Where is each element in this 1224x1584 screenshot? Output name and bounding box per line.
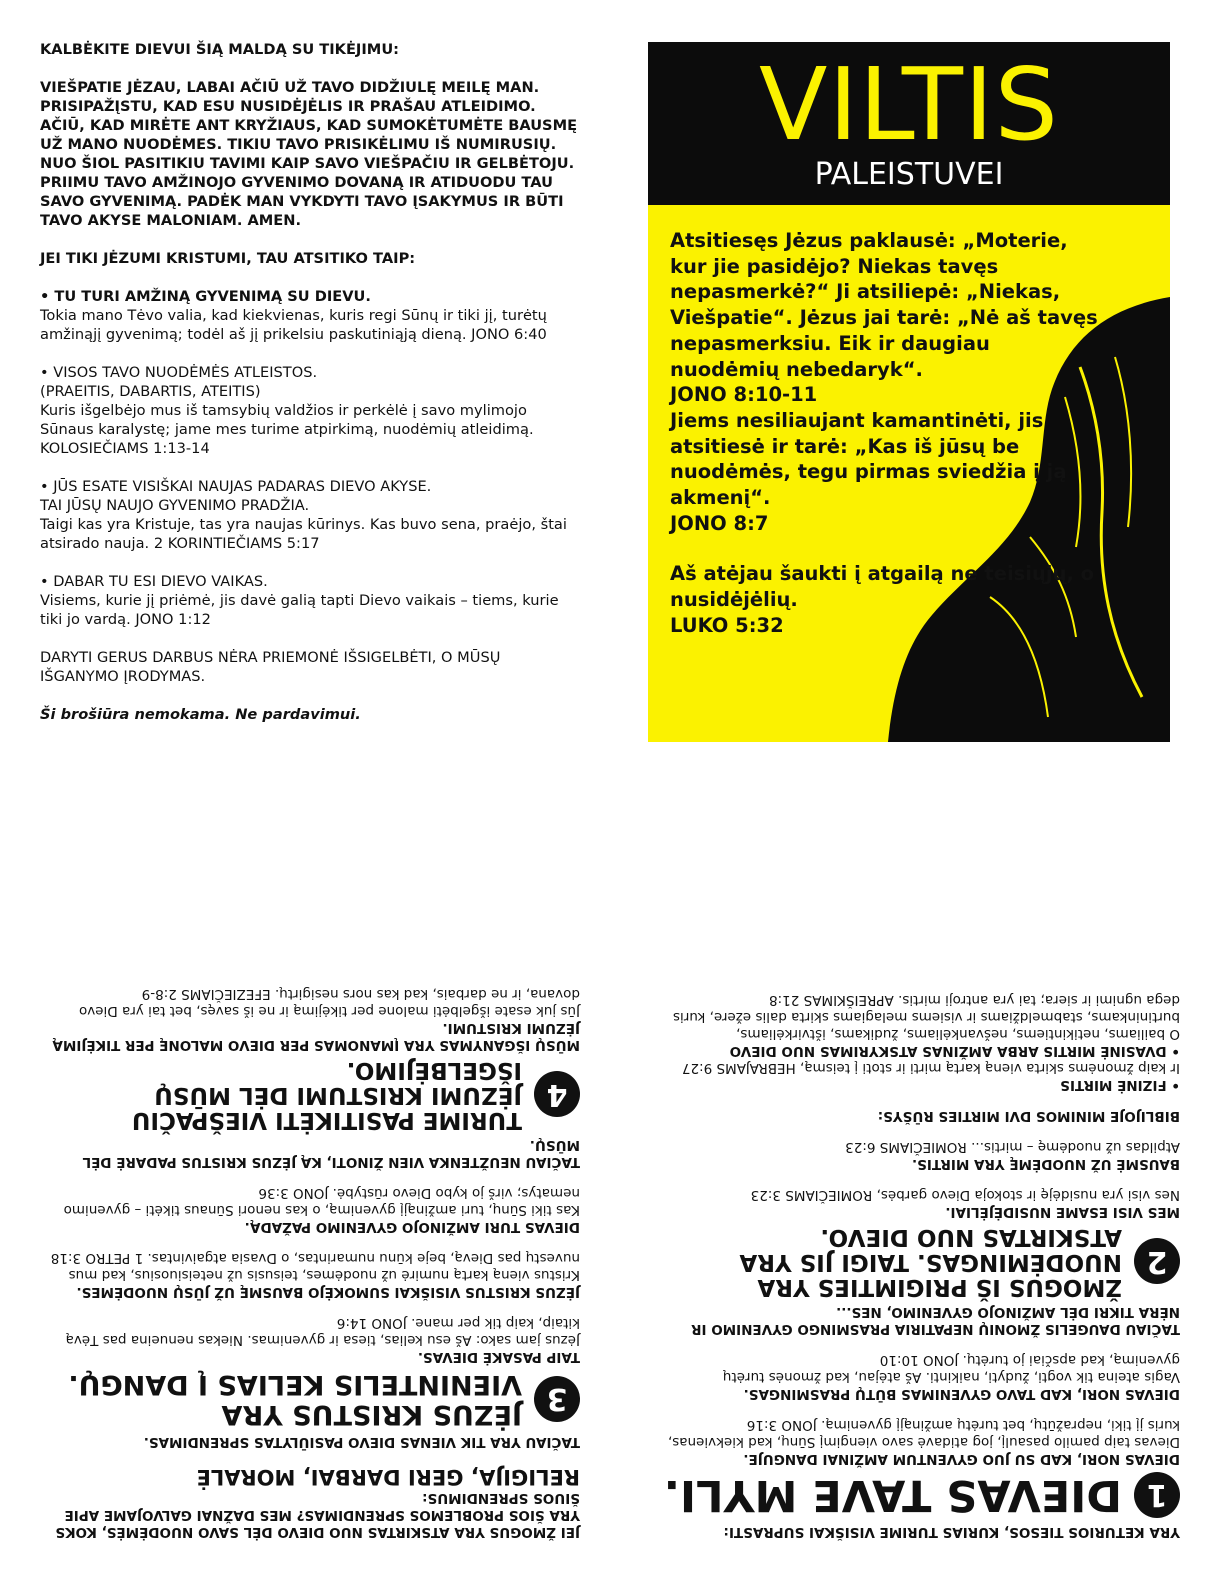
title-band [648,42,1170,205]
section-heading: TAČIAU DAUGELIS ŽMONIŲ NEPATIRIA PRASMINGO GYVENIMO IR NĖRA TIKRI DĖL AMŽINOJO GYVENIMO, NES... [691,1304,1180,1337]
section-heading: • FIZINĖ MIRTIS [1060,1077,1180,1093]
section-heading: • DVASINĖ MIRTIS ARBA AMŽINAS ATSKYRIMAS NUO DIEVO [729,1043,1180,1059]
truth-3-headline [40,1369,580,1429]
section-heading: TAIP PASAKĖ DIEVAS. [417,1349,580,1365]
cover-subtitle: PALEISTUVEI [814,157,1004,192]
truth-1-title: DIEVAS TAVE MYLI. [663,1470,1122,1520]
cover-title: VILTIS [759,46,1059,163]
section-heading: DIEVAS TURI AMŽINOJO GYVENIMO PAŽADĄ. [244,1219,580,1235]
scripture: Ir kaip žmonėms skirta vieną kartą mirti ir stoti į teismą, HEBRAJAMS 9:27 [681,1060,1180,1076]
section-heading: BAUSMĖ UŽ NUODĖMĘ YRA MIRTIS. [912,1156,1180,1172]
solutions-list: RELIGIJA, GERI DARBAI, MORALĖ [196,1465,580,1489]
truth-2-headline [650,1224,1180,1299]
scripture: Dievas taip pamilo pasaulį, jog atidavė savo viengimį Sūnų, kad kiekvienas, kuris jį tiki, nepražūtų, bet turėtų amžinąjį gyvenimą. JONO 3:16 [667,1417,1180,1450]
scripture: O bailiams, netikintiems, nešvankėliams, žudikams, ištvirkėliams, burtininkams, stabmeldžiams ir visiems melagiams skirta dalis ežere, kuris dega ugnimi ir siera; tai yra antroji mirtis. APREIŠKIMAS 21:8 [673,992,1180,1042]
point-body: Kuris išgelbėjo mus iš tamsybių valdžios ir perkėlė į savo mylimojo Sūnaus karalystę; jame mes turime atpirkimą, nuodėmių atleidimą. KOLOSIEČIAMS 1:13-14 [40,402,534,457]
scripture: Nes visi yra nusidėję ir stokoja Dievo garbės, ROMIEČIAMS 3:23 [750,1187,1180,1203]
number-badge: 1 [1134,1472,1180,1518]
scripture: Kas tiki Sūnų, turi amžinąjį gyvenimą, o kas nenori Sūnaus tikėti – gyvenimo nematys; virš jo kybo Dievo rūstybė. JONO 3:36 [63,1185,580,1218]
scripture: Atpildas už nuodėmę – mirtis... ROMIEČIAMS 6:23 [845,1139,1180,1155]
point-title: • DABAR TU ESI DIEVO VAIKAS. [40,573,268,590]
section-heading: DIEVAS NORI, KAD SU JUO GYVENTUM AMŽINAI DANGUJE. [743,1451,1180,1467]
truth-2-title: ŽMOGUS IŠ PRIGIMTIES YRA NUODĖMINGAS. TAIGI JIS YRA ATSKIRTAS NUO DIEVO. [739,1224,1122,1300]
truth-4-headline [40,1057,580,1132]
cover-verses [670,228,1100,639]
truths-intro: YRA KETURIOS TIESOS, KURIAS TURIME VISIŠKAI SUPRASTI: [723,1524,1180,1540]
prayer-text: VIEŠPATIE JĖZAU, LABAI AČIŪ UŽ TAVO DIDŽIULĘ MEILĘ MAN. PRISIPAŽĮSTU, KAD ESU NUSIDĖJĖLIS IR PRAŠAU ATLEIDIMO. AČIŪ, KAD MIRĖTE ANT KRYŽIAUS, KAD SUMOKĖTUMĖTE BAUSMĘ UŽ MANO NUODĖMES. TIKIU TAVO PRISIKĖLIMU IŠ NUMIRUSIŲ. NUO ŠIOL PASITIKIU TAVIMI KAIP SAVO VIEŠPAČIU IR GELBĖTOJU. PRIIMU TAVO AMŽINOJO GYVENIMO DOVANĄ IR ATIDUODU TAU SAVO GYVENIMĄ. PADĖK MAN VYKDYTI TAVO ĮSAKYMUS IR BŪTI TAVO AKYSE MALONIAM. AMEN. [40,79,578,229]
truth-1-headline [650,1471,1180,1519]
point-title: • JŪS ESATE VISIŠKAI NAUJAS PADARAS DIEVO AKYSE. TAI JŪSŲ NAUJO GYVENIMO PRADŽIA. [40,478,432,514]
number-badge: 4 [534,1072,580,1118]
section-heading: TAČIAU YRA TIK VIENAS DIEVO PASIŪLYTAS SPRENDIMAS. [143,1434,580,1450]
section-heading: MES VISI ESAME NUSIDĖJĖLIAI. [945,1204,1180,1220]
point-body: Tokia mano Tėvo valia, kad kiekvienas, kuris regi Sūnų ir tiki jį, turėtų amžinąjį gyvenimą; todėl aš jį prikelsiu paskutiniąją dieną. JONO 6:40 [40,307,547,343]
verse-2: Jiems nesiliaujant kamantinėti, jis atsitiesė ir tarė: „Kas iš jūsų be nuodėmės, tegu pirmas sviedžia į ją akmenį“. [670,408,1067,510]
verse-3: Aš atėjau šaukti į atgailą ne teisiųjų, o nusidėjėlių. [670,562,1094,612]
happened-heading: JEI TIKI JĖZUMI KRISTUMI, TAU ATSITIKO TAIP: [40,250,416,267]
free-note: Ši brošiūra nemokama. Ne pardavimui. [40,706,361,723]
scripture: Jėzus jam sako: Aš esu kelias, tiesa ir gyvenimas. Niekas nenueina pas Tėvą kitaip, kaip tik per mane. JONO 14:6 [65,1315,580,1348]
section-heading: BIBLIJOJE MINIMOS DVI MIRTIES RŪŠYS: [877,1108,1180,1124]
point-title: • TU TURI AMŽINĄ GYVENIMĄ SU DIEVU. [40,288,371,305]
truth-3-title: JĖZUS KRISTUS YRA VIENINTELIS KELIAS Į DANGŲ. [68,1369,522,1430]
scripture: Kristus vieną kartą numirė už nuodėmes, teisusis už neteisiuosius, kad mus nuvestų pas Dievą, beje kūnu numarintas, o Dvasia atgaivintas. 1 PETRO 3:18 [50,1250,580,1283]
point-3 [40,477,580,553]
prayer-heading: KALBĖKITE DIEVUI ŠIĄ MALDĄ SU TIKĖJIMU: [40,41,400,58]
point-1 [40,287,580,344]
works-statement: DARYTI GERUS DARBUS NĖRA PRIEMONĖ IŠSIGELBĖTI, O MŪSŲ IŠGANYMO ĮRODYMAS. [40,649,501,685]
cover-panel [648,42,1170,742]
point-title: • VISOS TAVO NUODĖMĖS ATLEISTOS. (PRAEITIS, DABARTIS, ATEITIS) [40,364,318,400]
section-heading: JEI ŽMOGUS YRA ATSKIRTAS NUO DIEVO DĖL SAVO NUODĖMĖS, KOKS YRA ŠIOS PROBLEMOS SPRENDIMAS? MES DAŽNAI GALVOJAME APIE ŠIUOS SPRENDIMUS: [55,1490,580,1540]
point-2 [40,363,580,458]
point-4 [40,572,580,629]
section-heading: JĖZUS KRISTUS VISIŠKAI SUMOKĖJO BAUSMĘ UŽ JŪSŲ NUODĖMES. [76,1284,580,1300]
scripture: Vagis ateina tik vogti, žudyti, naikinti. Aš atėjau, kad žmonės turėtų gyvenimą, kad apsčiai jo turėtų. JONO 10:10 [722,1352,1180,1385]
scripture: Jūs juk esate išgelbėti malone per tikėjimą ir ne iš savęs, bet tai yra Dievo dovana, ir ne darbais, kad kas nors nesigirtų. EFEZIEČIAMS 2:8-9 [79,986,580,1019]
prayer-panel [40,40,580,750]
point-body: Taigi kas yra Kristuje, tas yra naujas kūrinys. Kas buvo sena, praėjo, štai atsirado nauja. 2 KORINTIEČIAMS 5:17 [40,516,567,552]
verse-1: Atsitiesęs Jėzus paklausė: „Moterie, kur jie pasidėjo? Niekas tavęs nepasmerkė?“ Ji atsiliepė: „Niekas, Viešpatie“. Jėzus jai tarė: „Nė aš tavęs nepasmerksiu. Eik ir daugiau nuodėmių nebedaryk“. [670,229,1098,381]
number-badge: 3 [534,1376,580,1422]
point-body: Visiems, kurie jį priėmė, jis davė galią tapti Dievo vaikais – tiems, kurie tiki jo vardą. JONO 1:12 [40,592,559,628]
verse-ref-2: JONO 8:7 [670,511,769,535]
section-heading: TAČIAU NEUŽTENKA VIEN ŽINOTI, KĄ JĖZUS KRISTUS PADARĖ DĖL MŪSŲ. [82,1137,580,1170]
truth-4-title: TURIME PASITIKĖTI VIEŠPAČIU JĖZUMI KRISTUMI DĖL MŪSŲ IŠGELBĖJIMO. [131,1057,522,1133]
number-badge: 2 [1134,1239,1180,1285]
section-heading: DIEVAS NORI, KAD TAVO GYVENIMAS BŪTŲ PRASMINGAS. [743,1386,1180,1402]
verse-ref-1: JONO 8:10-11 [670,383,818,407]
verse-ref-3: LUKO 5:32 [670,613,784,637]
truths-3-4-panel [40,795,580,1540]
truths-1-2-panel [650,795,1180,1540]
section-heading: MŪSŲ IŠGANYMAS YRA ĮMANOMAS PER DIEVO MALONĘ PER TIKĖJIMĄ JĖZUMI KRISTUMI. [52,1020,580,1053]
